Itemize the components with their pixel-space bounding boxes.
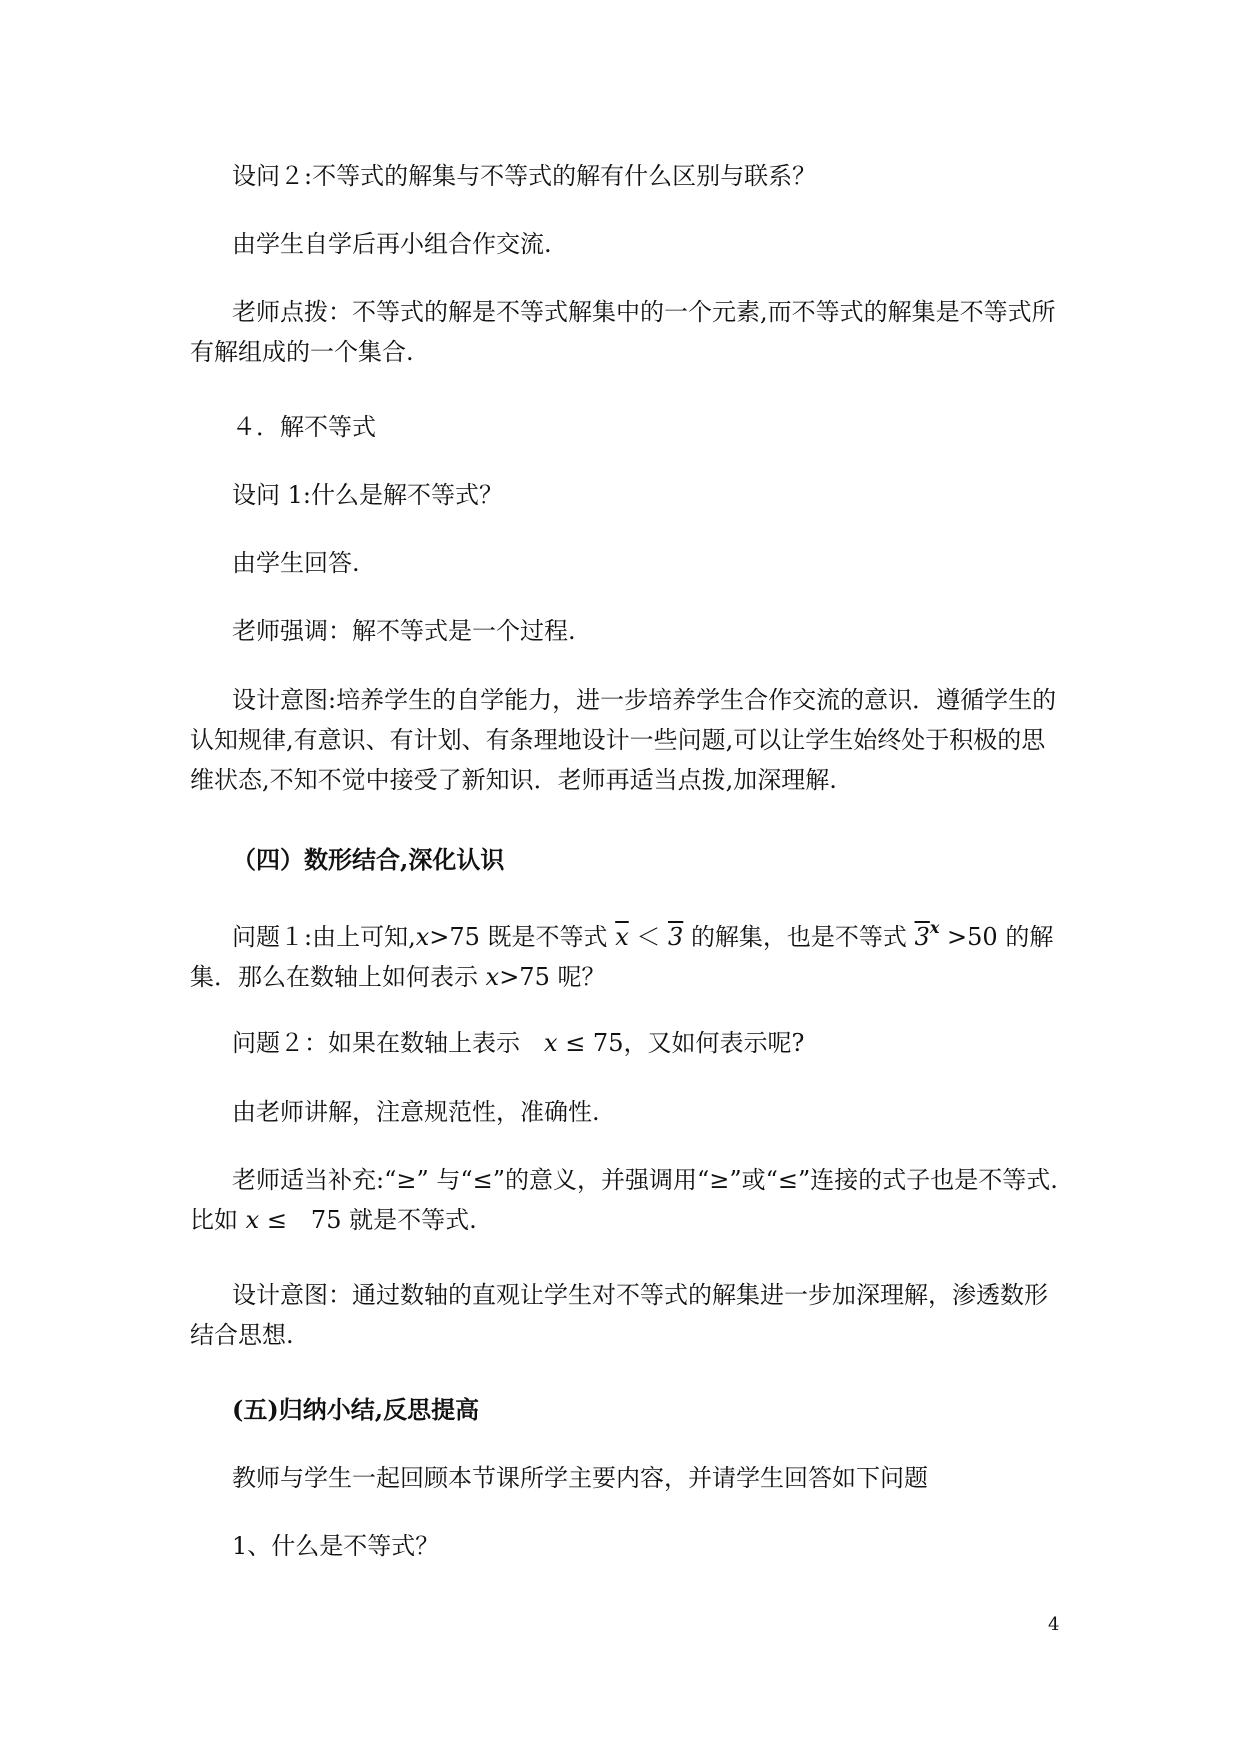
math-x: x	[245, 1206, 260, 1234]
paragraph-self-study: 由学生自学后再小组合作交流.	[232, 230, 552, 258]
paragraph-teacher-supplement	[190, 1160, 1060, 1240]
overline-3: 3	[668, 923, 684, 951]
section-heading-five: (五)归纳小结,反思提高	[232, 1395, 480, 1424]
text: ≤ 75，又如何表示呢?	[565, 1029, 805, 1057]
paragraph-question-2: 设问２:不等式的解集与不等式的解有什么区别与联系？	[232, 162, 817, 190]
section-heading-4: ４．解不等式	[232, 413, 376, 441]
text: 老师适当补充:“≥” 与“≤”的意义，并强调用“≥”或“≤”连接的式子也是不等式.比如	[190, 1166, 1058, 1234]
overline-x: $\overline{x}$	[615, 923, 629, 951]
text: >50 的解集．那么在数轴上如何表示	[190, 923, 1054, 991]
text: 的解集，也是不等式	[690, 923, 907, 951]
paragraph-design-intent-2: 设计意图：通过数轴的直观让学生对不等式的解集进一步加深理解，渗透数形结合思想.	[190, 1281, 1048, 1349]
math-x: x	[485, 963, 500, 991]
page-number: 4	[1048, 1614, 1060, 1635]
paragraph-review: 教师与学生一起回顾本节课所学主要内容，并请学生回答如下问题	[232, 1464, 928, 1492]
text: ＜	[636, 923, 661, 951]
paragraph-teacher-emphasis: 老师强调：解不等式是一个过程.	[232, 617, 576, 645]
math-x: x	[415, 923, 430, 951]
section-heading-four: （四）数形结合,深化认识	[232, 845, 505, 874]
text: >75 既是不等式	[429, 923, 608, 951]
paragraph-problem-2	[190, 1023, 1060, 1063]
paragraph-list-item-1: 1、什么是不等式？	[232, 1532, 440, 1560]
paragraph-question-1: 设问 1:什么是解不等式？	[232, 481, 503, 509]
paragraph-design-intent-1: 设计意图:培养学生的自学能力，进一步培养学生合作交流的意识．遵循学生的认知规律,有意识、有计划、有条理地设计一些问题,可以让学生始终处于积极的思维状态,不知不觉中接受了新知识．老师再适当点拨,加深理解.	[190, 686, 1057, 794]
text: 问题２：如果在数轴上表示	[232, 1029, 544, 1057]
superscript-x: x	[929, 918, 940, 937]
paragraph-problem-1	[190, 908, 1060, 997]
paragraph-student-answer: 由学生回答.	[232, 549, 360, 577]
text: 问题１:由上可知,	[232, 923, 416, 951]
paragraph-teacher-hint: 老师点拨：不等式的解是不等式解集中的一个元素,而不等式的解集是不等式所有解组成的一个集合.	[190, 298, 1056, 366]
text: ≤ 75 就是不等式.	[266, 1206, 477, 1234]
paragraph-teacher-explain: 由老师讲解，注意规范性，准确性.	[232, 1098, 600, 1126]
overline-3b: 3	[914, 923, 930, 951]
text: >75 呢？	[499, 963, 606, 991]
math-x: x	[544, 1029, 558, 1057]
